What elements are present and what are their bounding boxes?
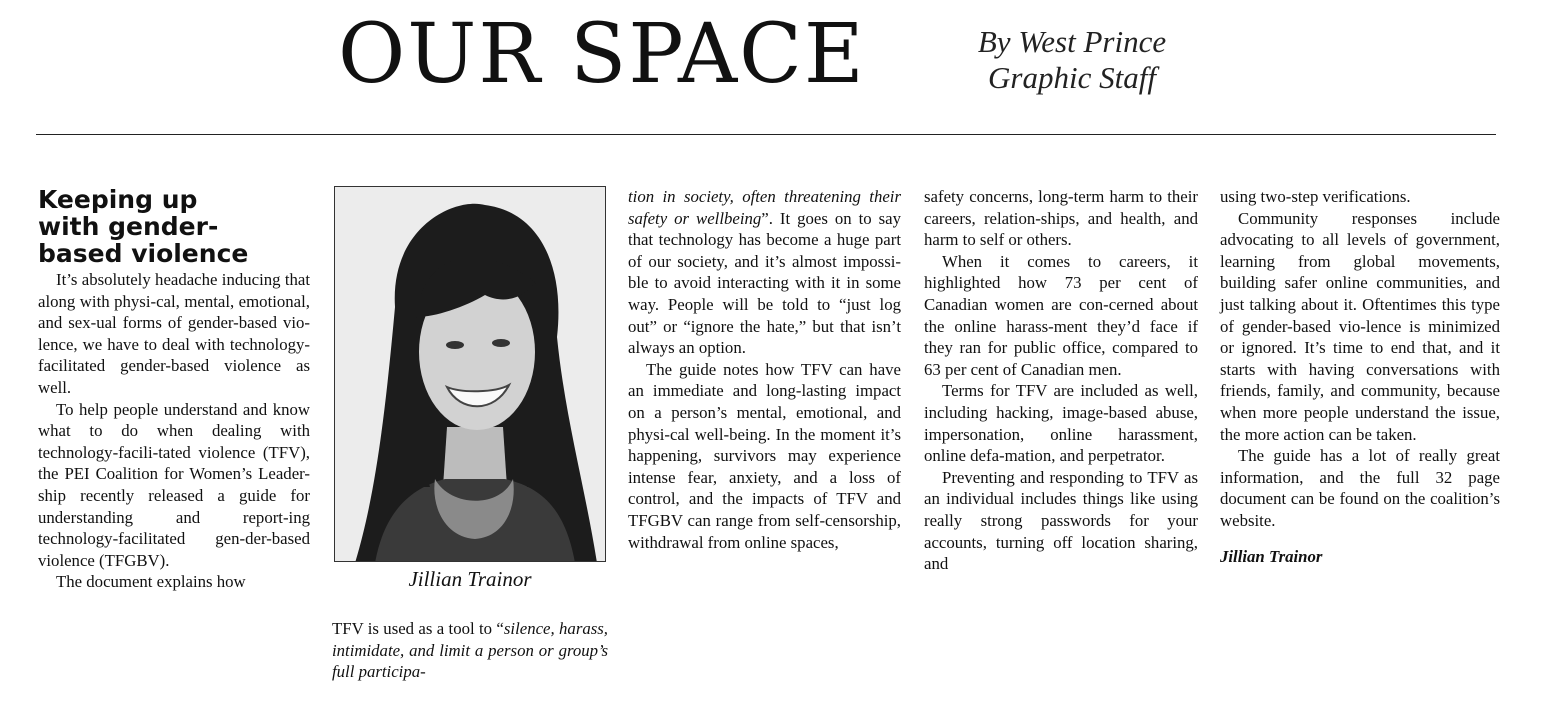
paragraph: Community responses include advocating to all levels of government, learning from global movements, building safer online communities, and just talking about it. Oftentimes this type of gender-based vio-lence is minimized or ignored. It’s time to end that, and it starts with having conversations with friends, family, and community, because when more people understand the issue, the more action can be taken. (1220, 208, 1500, 444)
headline-line: based violence (38, 239, 249, 268)
article-column-4 (924, 186, 1198, 575)
quote-text: tion in society, often threatening their safety or wellbeing (628, 187, 901, 228)
article-column-1 (38, 186, 310, 593)
article-column-3 (628, 186, 901, 553)
paragraph: To help people understand and know what to do when dealing with technology-facili-tated violence (TFV), the PEI Coalition for Women’s Leader-ship recently released a guide for understanding and report-ing technology-facilitated gen-der-based violence (TFGBV). (38, 399, 310, 570)
byline-line-1: By West Prince (977, 24, 1167, 59)
masthead-title: OUR SPACE (338, 7, 866, 102)
paragraph: Preventing and responding to TFV as an individual includes things like using really strong passwords for your accounts, turning off location sharing, and (924, 467, 1198, 574)
article-column-5 (1220, 186, 1500, 567)
paragraph: When it comes to careers, it highlighted how 73 per cent of Canadian women are con-cerned about the online harass-ment they’d face if they ran for public office, compared to 63 per cent of Canadian men. (924, 251, 1198, 379)
article-column-2 (332, 618, 608, 683)
paragraph: safety concerns, long-term harm to their careers, relation-ships, and health, and harm to self or others. (924, 187, 1198, 250)
photo-caption: Jillian Trainor (408, 567, 532, 591)
headline-line: Keeping up (38, 185, 198, 214)
paragraph-lead: TFV is used as a tool to “ (332, 619, 504, 638)
paragraph: The document explains how (56, 572, 246, 592)
paragraph: The guide has a lot of really great information, and the full 32 page document can be found on the coalition’s website. (1220, 446, 1500, 530)
author-signature: Jillian Trainor (1220, 546, 1323, 566)
quote-text: silence, harass, intimidate, and limit a person or group’s full participa- (332, 619, 608, 682)
article-headline (38, 186, 310, 267)
paragraph (628, 186, 901, 359)
portrait-illustration (335, 187, 606, 562)
paragraph: using two-step verifications. (1220, 187, 1411, 206)
header-divider (36, 134, 1496, 135)
author-photo (334, 186, 606, 562)
byline-line-2: Graphic Staff (988, 60, 1156, 95)
headline-line: with gender- (38, 212, 219, 241)
paragraph: It’s absolutely headache inducing that along with physi-cal, mental, emotional, and sex-ual forms of gender-based vio-lence, we have to deal with technology-facilitated gender-based violence as well. (38, 270, 310, 397)
paragraph: The guide notes how TFV can have an immediate and long-lasting impact on a person’s mental, emotional, and physi-cal well-being. In the moment it’s happening, survivors may experience intense fear, anxiety, and a loss of control, and the impacts of TFV and TFGBV can range from self-censorship, withdrawal from online spaces, (628, 359, 901, 552)
byline (942, 24, 1202, 96)
paragraph: Terms for TFV are included as well, including hacking, image-based abuse, impersonation, online harassment, online defa-mation, and perpetrator. (924, 381, 1198, 466)
paragraph-text: ”. It goes on to say that technology has become a huge part of our society, and it’s almost impossi-ble to avoid interacting with it in some way. People will be told to “just log out” or “ignore the hate,” but that isn’t always an option. (628, 208, 901, 358)
paragraph (332, 618, 608, 683)
